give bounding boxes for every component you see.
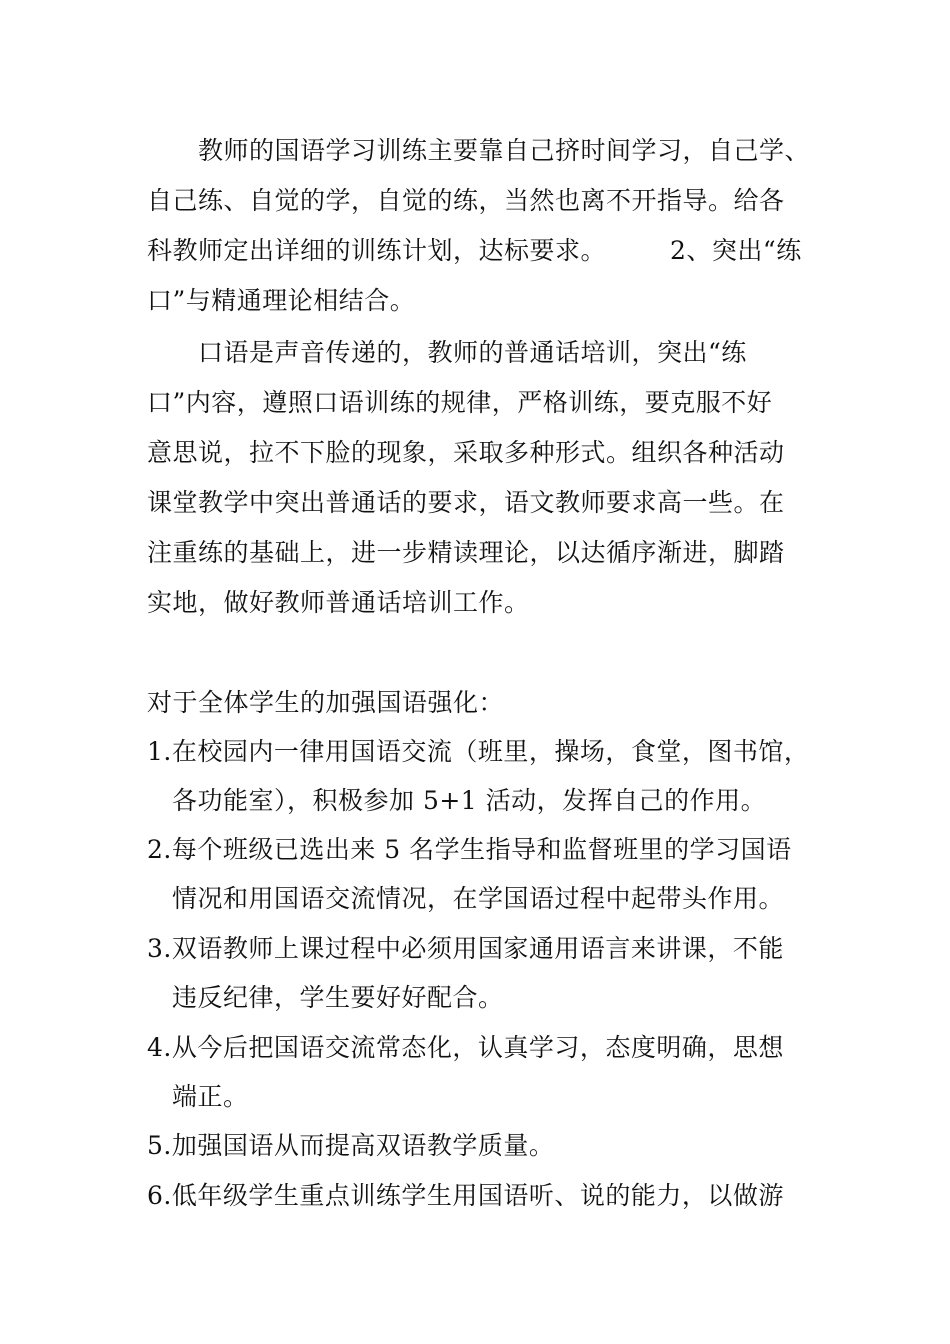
list-item-4-line-1: 4.从今后把国语交流常态化，认真学习，态度明确，思想 (147, 1033, 784, 1062)
paragraph-2-line-2: 口”内容，遵照口语训练的规律，严格训练，要克服不好 (147, 388, 773, 417)
list-item-3-line-1: 3.双语教师上课过程中必须用国家通用语言来讲课，不能 (147, 934, 784, 963)
paragraph-1-line-4: 口”与精通理论相结合。 (147, 286, 416, 315)
section-heading: 对于全体学生的加强国语强化： (147, 688, 505, 717)
paragraph-2-line-1: 口语是声音传递的，教师的普通话培训，突出“练 (147, 338, 747, 367)
list-item-6-line-1: 6.低年级学生重点训练学生用国语听、说的能力，以做游 (147, 1181, 784, 1210)
list-item-2-line-2: 情况和用国语交流情况，在学国语过程中起带头作用。 (172, 884, 785, 913)
list-item-1-line-1: 1.在校园内一律用国语交流（班里，操场，食堂，图书馆， (147, 737, 810, 766)
paragraph-1-line-2: 自己练、自觉的学，自觉的练，当然也离不开指导。给各 (147, 186, 785, 215)
list-item-3-line-2: 违反纪律，学生要好好配合。 (172, 983, 504, 1012)
paragraph-1-line-1: 教师的国语学习训练主要靠自己挤时间学习，自己学、 (147, 136, 811, 165)
paragraph-2-line-5: 注重练的基础上，进一步精读理论，以达循序渐进，脚踏 (147, 538, 785, 567)
paragraph-2-line-3: 意思说，拉不下脸的现象，采取多种形式。组织各种活动 (147, 438, 785, 467)
list-item-5-line-1: 5.加强国语从而提高双语教学质量。 (147, 1131, 555, 1160)
list-item-4-line-2: 端正。 (172, 1082, 249, 1111)
list-item-1-line-2: 各功能室），积极参加 5+1 活动，发挥自己的作用。 (172, 786, 767, 815)
paragraph-2-line-4: 课堂教学中突出普通话的要求，语文教师要求高一些。在 (147, 488, 785, 517)
paragraph-1-line-3: 科教师定出详细的训练计划，达标要求。 2、突出“练 (147, 236, 802, 265)
paragraph-2-line-6: 实地，做好教师普通话培训工作。 (147, 588, 530, 617)
list-item-2-line-1: 2.每个班级已选出来 5 名学生指导和监督班里的学习国语 (147, 835, 792, 864)
